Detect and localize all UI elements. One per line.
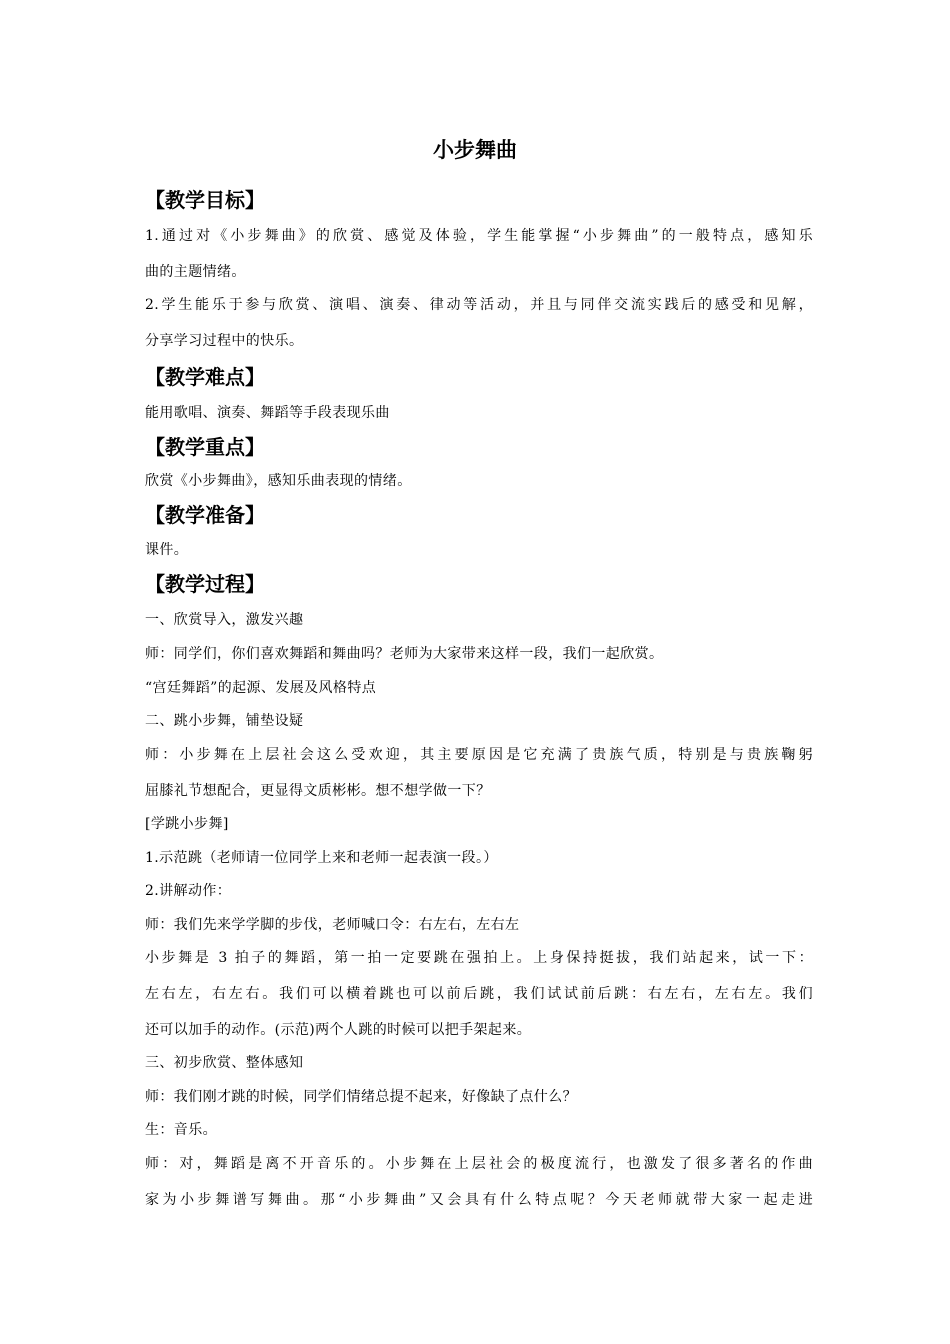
objectives-line-4: 分享学习过程中的快乐。 <box>145 333 304 349</box>
objectives-line-2: 曲的主题情绪。 <box>145 264 246 280</box>
difficulties-line-1: 能用歌唱、演奏、舞蹈等手段表现乐曲 <box>145 405 390 421</box>
process-line-3: “宫廷舞蹈”的起源、发展及风格特点 <box>145 680 377 696</box>
document-title: 小步舞曲 <box>433 138 517 162</box>
process-line-16: 生：音乐。 <box>145 1122 217 1138</box>
objectives-line-3: 2.学生能乐于参与欣赏、演唱、演奏、律动等活动，并且与同伴交流实践后的感受和见解， <box>145 297 813 313</box>
process-line-10: 师：我们先来学学脚的步伐，老师喊口令：右左右，左右左 <box>145 917 520 933</box>
process-line-11: 小步舞是 3 拍子的舞蹈，第一拍一定要跳在强拍上。上身保持挺拔，我们站起来，试一下： <box>145 950 813 966</box>
process-line-15: 师：我们刚才跳的时候，同学们情绪总提不起来，好像缺了点什么？ <box>145 1089 577 1105</box>
heading-process: 【教学过程】 <box>145 572 265 596</box>
process-line-4: 二、跳小步舞，铺垫设疑 <box>145 713 304 729</box>
key-points-line-1: 欣赏《小步舞曲》，感知乐曲表现的情绪。 <box>145 473 412 489</box>
process-line-5: 师：小步舞在上层社会这么受欢迎，其主要原因是它充满了贵族气质，特别是与贵族鞠躬 <box>145 747 813 763</box>
process-line-12: 左右左，右左右。我们可以横着跳也可以前后跳，我们试试前后跳：右左右，左右左。我们 <box>145 986 813 1002</box>
heading-objectives: 【教学目标】 <box>145 188 265 212</box>
process-line-9: 2.讲解动作： <box>145 883 232 899</box>
process-line-2: 师：同学们，你们喜欢舞蹈和舞曲吗？老师为大家带来这样一段，我们一起欣赏。 <box>145 646 664 662</box>
process-line-6: 屈膝礼节想配合，更显得文质彬彬。想不想学做一下？ <box>145 783 491 799</box>
process-line-17: 师：对，舞蹈是离不开音乐的。小步舞在上层社会的极度流行，也激发了很多著名的作曲 <box>145 1156 813 1172</box>
process-line-13: 还可以加手的动作。(示范)两个人跳的时候可以把手架起来。 <box>145 1022 532 1038</box>
process-line-8: 1.示范跳（老师请一位同学上来和老师一起表演一段。） <box>145 850 498 866</box>
process-line-7: [学跳小步舞] <box>145 816 229 832</box>
process-line-1: 一、欣赏导入，激发兴趣 <box>145 612 304 628</box>
heading-difficulties: 【教学难点】 <box>145 365 265 389</box>
heading-key-points: 【教学重点】 <box>145 435 265 459</box>
objectives-line-1: 1.通过对《小步舞曲》的欣赏、感觉及体验，学生能掌握“小步舞曲”的一般特点，感知乐 <box>145 228 813 244</box>
process-line-14: 三、初步欣赏、整体感知 <box>145 1055 304 1071</box>
preparation-line-1: 课件。 <box>145 542 189 558</box>
process-line-18: 家为小步舞谱写舞曲。那“小步舞曲”又会具有什么特点呢？今天老师就带大家一起走进 <box>145 1192 813 1208</box>
heading-preparation: 【教学准备】 <box>145 503 265 527</box>
